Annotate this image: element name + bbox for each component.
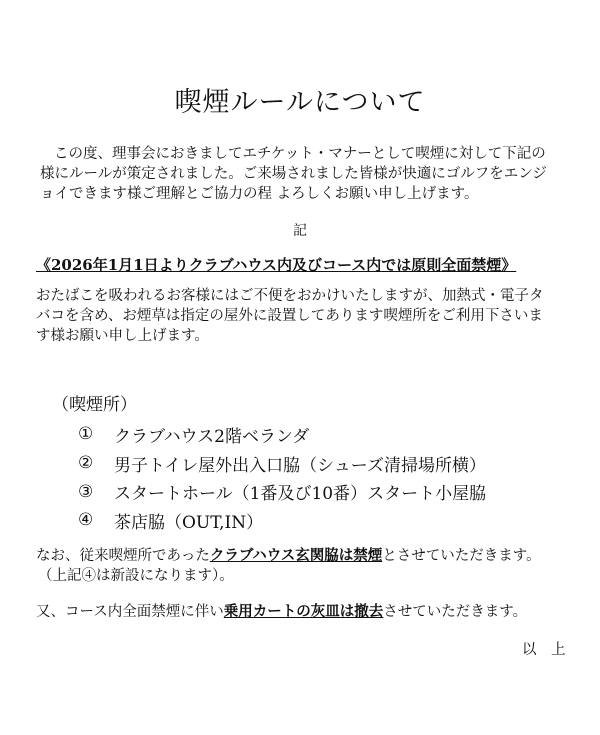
item-number: ②	[78, 453, 94, 474]
list-item	[78, 449, 486, 478]
smoking-area-list	[78, 420, 486, 535]
closing-paragraph-2	[36, 600, 527, 621]
intro-paragraph	[40, 144, 565, 204]
notice-line: おたばこを吸われるお客様にはご不便をおかけいたしますが、加熱式・電子タ	[36, 288, 544, 304]
notice-heading: 《2026年1月1日よりクラブハウス内及びコース内では原則全面禁煙》	[36, 256, 517, 274]
page-title: 喫煙ルールについて	[174, 87, 426, 118]
item-label: 茶店脇（OUT,IN）	[114, 512, 264, 533]
underlined-text: 乗用カートの灰皿は撤去	[223, 603, 384, 620]
closing-line: （上記④は新設になります）。	[38, 568, 234, 584]
list-item	[78, 420, 486, 449]
item-number: ④	[78, 510, 94, 531]
item-number: ③	[78, 481, 94, 502]
underlined-text: クラブハウス玄関脇は禁煙	[209, 547, 383, 564]
closing-text: 又、コース内全面禁煙に伴い	[36, 604, 224, 620]
intro-line: 様にルールが策定されました。ご来場されました皆様が快適にゴルフをエンジ	[40, 166, 547, 182]
intro-line: この度、理事会におきましてエチケット・マナーとして喫煙に対して下記の	[54, 146, 546, 162]
item-number: ①	[78, 424, 94, 445]
list-item	[78, 477, 486, 506]
notice-line: バコを含め、お煙草は指定の屋外に設置してあります喫煙所をご利用下さいま	[36, 308, 543, 324]
closing-text: させていただきます。	[383, 604, 528, 620]
end-mark: 以 上	[522, 642, 566, 658]
closing-line	[36, 546, 541, 566]
notice-line: す様お願い申し上げます。	[36, 328, 209, 344]
ki-marker: 記	[293, 223, 307, 239]
closing-paragraph-1	[36, 546, 541, 586]
closing-text: とさせていただきます。	[382, 548, 541, 564]
notice-body	[36, 286, 571, 346]
item-label: スタートホール（1番及び10番）スタート小屋脇	[114, 484, 487, 505]
item-label: クラブハウス2階ベランダ	[114, 426, 310, 447]
closing-text: なお、従来喫煙所であった	[36, 548, 210, 564]
intro-line: ョイできます様ご理解とご協力の程 よろしくお願い申し上げます。	[40, 186, 479, 202]
smoking-areas-heading: （喫煙所）	[52, 395, 137, 415]
list-item	[78, 506, 486, 535]
item-label: 男子トイレ屋外出入口脇（シューズ清掃場所横）	[114, 455, 486, 476]
